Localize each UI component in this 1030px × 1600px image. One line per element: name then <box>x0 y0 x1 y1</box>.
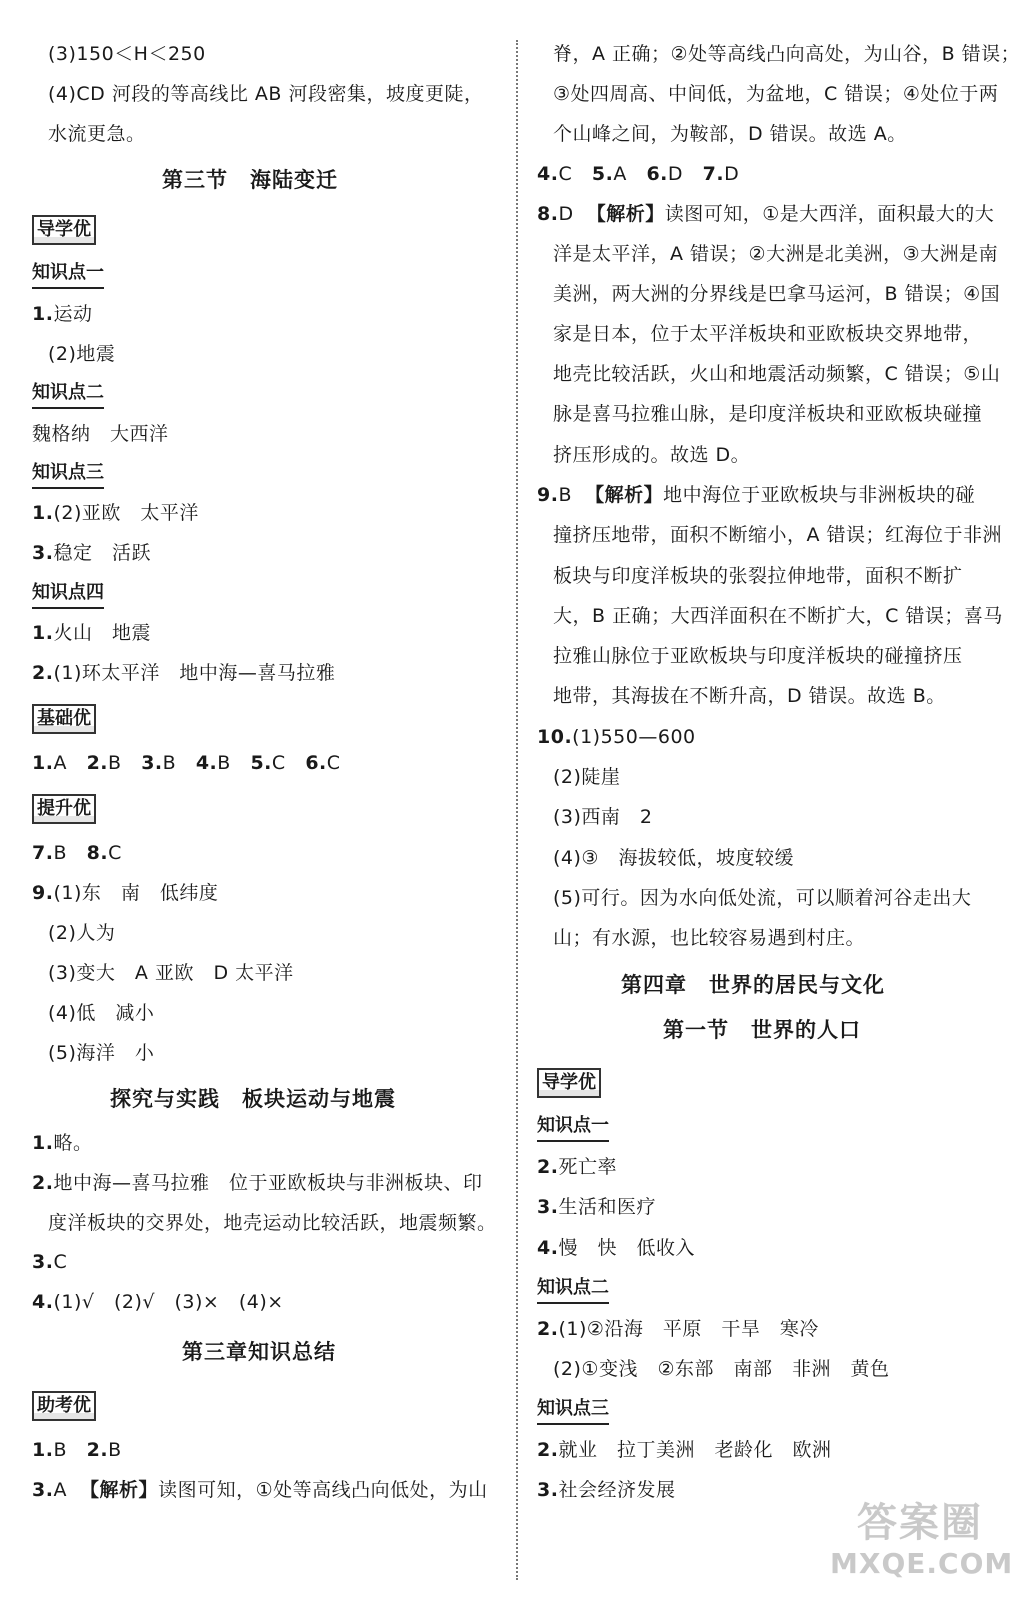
answer-text: (1)②沿海 平原 干旱 寒冷 <box>558 1318 819 1340</box>
answer-text: (1)√ (2)√ (3)× (4)× <box>53 1291 284 1313</box>
answer-line <box>32 1288 284 1316</box>
answer-text: (1)环太平洋 地中海—喜马拉雅 <box>53 662 336 684</box>
answer-line: (4)CD 河段的等高线比 AB 河段密集，坡度更陡， <box>48 83 484 105</box>
question-number: 2. <box>86 752 109 774</box>
knowledge-point-heading: 知识点一 <box>32 260 104 289</box>
question-number: 4. <box>537 1237 559 1259</box>
answer-line: 地带，其海拔在不断升高，D 错误。故选 B。 <box>553 685 946 707</box>
answer-text: (2)亚欧 太平洋 <box>53 502 199 524</box>
answer-text: C <box>108 842 122 864</box>
question-number: 2. <box>86 1439 109 1461</box>
question-number: 1. <box>32 622 54 644</box>
answer-line <box>32 1129 92 1157</box>
question-number: 4. <box>537 163 559 185</box>
analysis-tag: 【解析】 <box>586 203 665 225</box>
section-title: 第一节 世界的人口 <box>663 1018 861 1042</box>
question-number: 3. <box>32 1479 54 1501</box>
answer-text: B <box>558 484 572 506</box>
answer-text: 稳定 活跃 <box>53 542 151 564</box>
question-number: 9. <box>537 484 559 506</box>
answer-line: 家是日本，位于太平洋板块和亚欧板块交界地带， <box>553 323 983 345</box>
answer-line: (2)人为 <box>48 922 116 944</box>
answer-line: (2)①变浅 ②东部 南部 非洲 黄色 <box>553 1358 890 1380</box>
question-number: 2. <box>537 1156 559 1178</box>
knowledge-point-heading: 知识点四 <box>32 580 104 609</box>
answer-line: 魏格纳 大西洋 <box>32 423 169 445</box>
section-label-tisheng: 提升优 <box>32 794 96 824</box>
answer-line: 大，B 正确；大西洋面积在不断扩大，C 错误；喜马 <box>553 605 1003 627</box>
watermark-logo <box>830 1498 1014 1586</box>
answer-line <box>537 1315 819 1343</box>
answer-line: 个山峰之间，为鞍部，D 错误。故选 A。 <box>553 123 907 145</box>
answer-text: 慢 快 低收入 <box>558 1237 695 1259</box>
answer-line <box>32 539 151 567</box>
question-number: 7. <box>32 842 54 864</box>
question-number: 2. <box>537 1318 559 1340</box>
question-number: 9. <box>32 882 54 904</box>
answer-line: (4)低 减小 <box>48 1002 155 1024</box>
answer-line <box>32 749 341 777</box>
answer-line <box>537 1234 695 1262</box>
chapter-title: 第四章 世界的居民与文化 <box>621 973 885 997</box>
answer-line <box>537 1436 831 1464</box>
section-label-jichu: 基础优 <box>32 704 96 734</box>
question-number: 1. <box>32 1439 54 1461</box>
answer-text: (1)东 南 低纬度 <box>53 882 219 904</box>
question-number: 6. <box>646 163 668 185</box>
answer-text: (1)550—600 <box>572 726 696 748</box>
answer-line: 洋是太平洋，A 错误；②大洲是北美洲，③大洲是南 <box>553 243 999 265</box>
answer-text: A <box>613 163 627 185</box>
question-number: 2. <box>32 1172 54 1194</box>
answer-line <box>32 1248 67 1276</box>
question-number: 3. <box>32 1251 54 1273</box>
section-title: 探究与实践 板块运动与地震 <box>110 1087 396 1111</box>
question-number: 8. <box>537 203 559 225</box>
section-label-daoxue: 导学优 <box>32 215 96 245</box>
answer-line <box>32 619 151 647</box>
answer-text: 略。 <box>53 1132 93 1154</box>
answer-line: 度洋板块的交界处，地壳运动比较活跃，地震频繁。 <box>48 1212 497 1234</box>
question-number: 3. <box>537 1479 559 1501</box>
answer-text: D <box>558 203 574 225</box>
answer-text: 地中海—喜马拉雅 位于亚欧板块与非洲板块、印 <box>53 1172 483 1194</box>
answer-text: D <box>724 163 740 185</box>
section-label-zhukao: 助考优 <box>32 1391 96 1421</box>
question-number: 2. <box>537 1439 559 1461</box>
answer-line: 板块与印度洋板块的张裂拉伸地带，面积不断扩 <box>553 565 963 587</box>
answer-text: B <box>217 752 231 774</box>
answer-line: (2)地震 <box>48 343 116 365</box>
watermark-url: MXQE.COM <box>830 1547 1014 1580</box>
column-divider <box>516 40 518 1580</box>
question-number: 6. <box>305 752 327 774</box>
answer-text: 读图可知，①处等高线凸向低处，为山 <box>158 1479 488 1501</box>
answer-line: 撞挤压地带，面积不断缩小，A 错误；红海位于非洲 <box>553 524 1003 546</box>
answer-line <box>537 723 696 751</box>
knowledge-point-heading: 知识点二 <box>32 380 104 409</box>
answer-line: (5)可行。因为水向低处流，可以顺着河谷走出大 <box>553 887 972 909</box>
analysis-tag: 【解析】 <box>585 484 664 506</box>
answer-line <box>32 1169 482 1197</box>
question-number: 3. <box>141 752 163 774</box>
answer-line: 脊，A 正确；②处等高线凸向高处，为山谷，B 错误； <box>553 43 1021 65</box>
answer-text: C <box>53 1251 68 1273</box>
answer-line: 水流更急。 <box>48 123 146 145</box>
question-number: 4. <box>32 1291 54 1313</box>
answer-text: 读图可知，①是大西洋，面积最大的大 <box>664 203 995 225</box>
answer-line: 山；有水源，也比较容易遇到村庄。 <box>553 927 866 949</box>
answer-line: (3)变大 A 亚欧 D 太平洋 <box>48 962 294 984</box>
watermark-text: 答案圈 <box>857 1500 983 1546</box>
question-number: 8. <box>86 842 109 864</box>
answer-text: B <box>53 1439 67 1461</box>
answer-line <box>537 1476 675 1504</box>
question-number: 7. <box>702 163 725 185</box>
answer-text: D <box>667 163 684 185</box>
question-number: 10. <box>537 726 573 748</box>
answer-line <box>32 839 122 867</box>
knowledge-point-heading: 知识点三 <box>537 1396 609 1425</box>
question-number: 4. <box>195 752 218 774</box>
answer-line: (5)海洋 小 <box>48 1042 155 1064</box>
answer-text: C <box>326 752 341 774</box>
answer-text: 生活和医疗 <box>558 1196 656 1218</box>
question-number: 5. <box>591 163 614 185</box>
knowledge-point-heading: 知识点二 <box>537 1275 609 1304</box>
answer-text: 死亡率 <box>558 1156 617 1178</box>
answer-text: B <box>162 752 177 774</box>
answer-text: B <box>108 1439 122 1461</box>
answer-line <box>537 200 994 228</box>
answer-line <box>32 300 92 328</box>
question-number: 1. <box>32 303 54 325</box>
answer-line: (4)③ 海拔较低，坡度较缓 <box>553 847 794 869</box>
answer-text: C <box>271 752 286 774</box>
answer-line: (3)150＜H＜250 <box>48 43 206 65</box>
answer-line: (3)西南 2 <box>553 806 653 828</box>
answer-line <box>537 160 739 188</box>
answer-line <box>32 1476 488 1504</box>
question-number: 3. <box>537 1196 559 1218</box>
answer-line <box>32 879 218 907</box>
answer-text: 运动 <box>53 303 93 325</box>
answer-text: B <box>53 842 67 864</box>
answer-text: 社会经济发展 <box>558 1479 676 1501</box>
question-number: 1. <box>32 1132 54 1154</box>
answer-line: (2)陡崖 <box>553 766 621 788</box>
answer-text: A <box>53 752 67 774</box>
answer-line: 美洲，两大洲的分界线是巴拿马运河，B 错误；④国 <box>553 283 1001 305</box>
answer-line <box>32 659 335 687</box>
answer-line <box>537 481 975 509</box>
section-label-daoxue: 导学优 <box>537 1068 601 1098</box>
answer-text: 地中海位于亚欧板块与非洲板块的碰 <box>663 484 976 506</box>
question-number: 5. <box>250 752 272 774</box>
answer-line: 挤压形成的。故选 D。 <box>553 444 751 466</box>
question-number: 1. <box>32 752 54 774</box>
answer-text: 火山 地震 <box>53 622 151 644</box>
knowledge-point-heading: 知识点一 <box>537 1113 609 1142</box>
answer-line: 脉是喜马拉雅山脉，是印度洋板块和亚欧板块碰撞 <box>553 403 983 425</box>
section-title: 第三章知识总结 <box>182 1340 336 1364</box>
answer-line <box>537 1153 617 1181</box>
answer-line: ③处四周高、中间低，为盆地，C 错误；④处位于两 <box>553 83 999 105</box>
answer-text: A <box>53 1479 67 1501</box>
answer-text: 就业 拉丁美洲 老龄化 欧洲 <box>558 1439 832 1461</box>
answer-text: C <box>558 163 573 185</box>
question-number: 1. <box>32 502 54 524</box>
answer-line <box>32 1436 122 1464</box>
question-number: 2. <box>32 662 54 684</box>
answer-line <box>32 499 199 527</box>
analysis-tag: 【解析】 <box>80 1479 159 1501</box>
question-number: 3. <box>32 542 54 564</box>
answer-line: 拉雅山脉位于亚欧板块与印度洋板块的碰撞挤压 <box>553 645 963 667</box>
answer-line <box>537 1193 656 1221</box>
knowledge-point-heading: 知识点三 <box>32 460 104 489</box>
section-title: 第三节 海陆变迁 <box>162 168 338 192</box>
answer-line: 地壳比较活跃，火山和地震活动频繁，C 错误；⑤山 <box>553 363 1001 385</box>
answer-text: B <box>108 752 122 774</box>
